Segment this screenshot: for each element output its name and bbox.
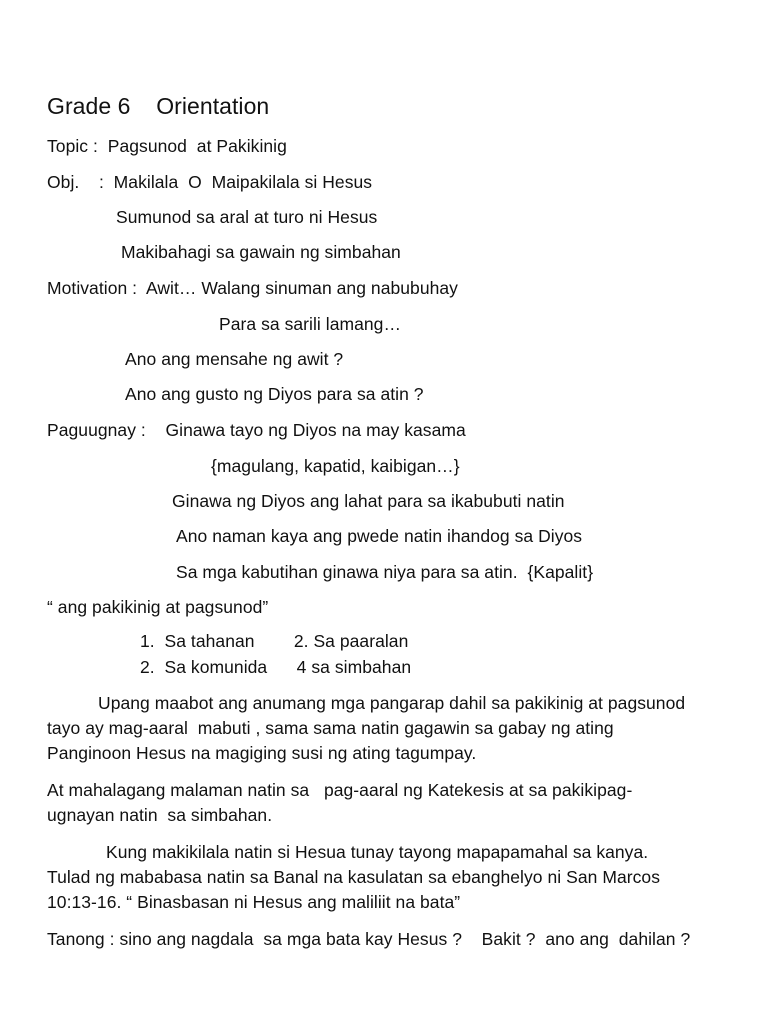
paguugnay-line: {magulang, kapatid, kaibigan…} — [211, 456, 460, 476]
list-item: 2. Sa komunida 4 sa simbahan — [140, 657, 412, 677]
paragraph-line: ugnayan natin sa simbahan. — [47, 805, 273, 825]
paragraph-line: Tulad ng mababasa natin sa Banal na kasulatan sa ebanghelyo ni San Marcos — [47, 867, 660, 887]
paguugnay-line: Paguugnay : Ginawa tayo ng Diyos na may kasama — [47, 420, 466, 440]
motivation-line: Ano ang mensahe ng awit ? — [125, 349, 344, 369]
topic-line: Topic : Pagsunod at Pakikinig — [47, 136, 287, 156]
paragraph-line: 10:13-16. “ Binasbasan ni Hesus ang maliliit na bata” — [47, 892, 461, 912]
quote-line: “ ang pakikinig at pagsunod” — [47, 597, 269, 617]
objective-line: Sumunod sa aral at turo ni Hesus — [116, 207, 378, 227]
paragraph-line: Panginoon Hesus na magiging susi ng ating tagumpay. — [47, 743, 477, 763]
page-title: Grade 6 Orientation — [47, 93, 270, 119]
question-line: Tanong : sino ang nagdala sa mga bata kay Hesus ? Bakit ? ano ang dahilan ? — [47, 929, 691, 949]
paragraph-line: Upang maabot ang anumang mga pangarap dahil sa pakikinig at pagsunod — [98, 693, 686, 713]
motivation-line: Ano ang gusto ng Diyos para sa atin ? — [125, 384, 424, 404]
objective-line: Makibahagi sa gawain ng simbahan — [121, 242, 401, 262]
list-item: 1. Sa tahanan 2. Sa paaralan — [140, 631, 409, 651]
paguugnay-line: Sa mga kabutihan ginawa niya para sa atin. {Kapalit} — [176, 562, 594, 582]
paragraph-line: At mahalagang malaman natin sa pag-aaral ng Katekesis at sa pakikipag- — [47, 780, 633, 800]
objective-line: Obj. : Makilala O Maipakilala si Hesus — [47, 172, 373, 192]
motivation-line: Motivation : Awit… Walang sinuman ang nabubuhay — [47, 278, 458, 298]
paguugnay-line: Ginawa ng Diyos ang lahat para sa ikabubuti natin — [172, 491, 565, 511]
paragraph-line: Kung makikilala natin si Hesua tunay tayong mapapamahal sa kanya. — [106, 842, 649, 862]
paragraph-line: tayo ay mag-aaral mabuti , sama sama natin gagawin sa gabay ng ating — [47, 718, 614, 738]
paguugnay-line: Ano naman kaya ang pwede natin ihandog sa Diyos — [176, 526, 583, 546]
motivation-line: Para sa sarili lamang… — [219, 314, 402, 334]
